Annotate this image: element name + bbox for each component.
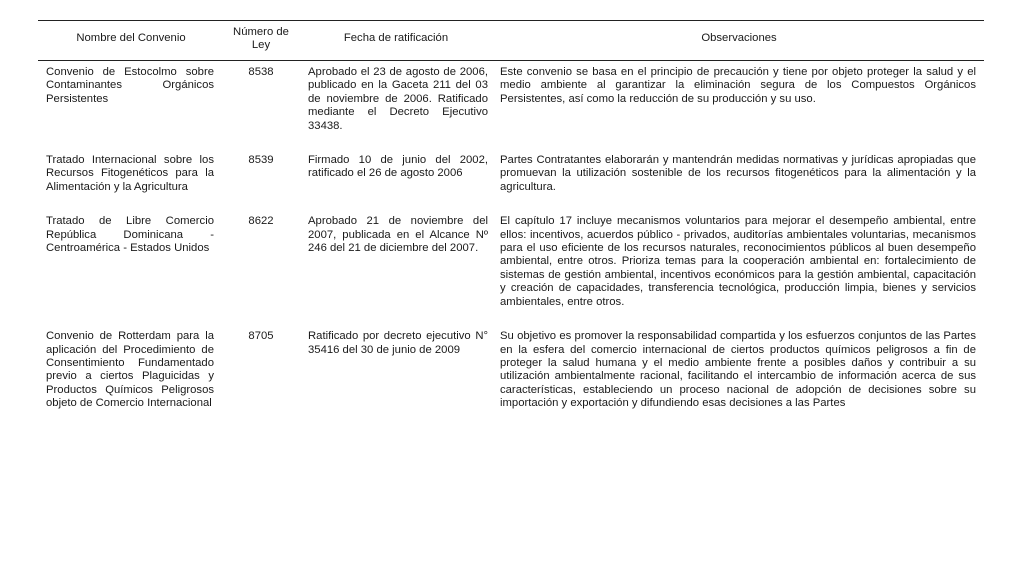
- cell-fecha: Aprobado el 23 de agosto de 2006, publicado en la Gaceta 211 del 03 de noviembre de 2006. Ratificado mediante el Decreto Ejecutivo 33438.: [308, 66, 488, 132]
- convenios-table: [38, 20, 984, 427]
- table-body: [38, 61, 984, 427]
- table-row: [38, 149, 984, 210]
- cell-fecha: Aprobado 21 de noviembre del 2007, publicada en el Alcance Nº 246 del 21 de diciembre del 2007.: [308, 215, 488, 255]
- table-row: [38, 325, 984, 426]
- cell-ley: 8622: [248, 215, 274, 228]
- header-row: [38, 21, 984, 61]
- table-header: [38, 21, 984, 61]
- cell-observaciones: El capítulo 17 incluye mecanismos voluntarios para mejorar el desempeño ambiental, entre ellos: incentivos, acuerdos público - privados, auditorías ambientales voluntarias, mecanismos para el uso eficiente de los recursos naturales, reconocimientos públicos al buen desempeño ambiental, entre otros. Prioriza temas para la cooperación ambiental en: fortalecimiento de sistemas de gestión ambiental, incentivos económicos para la gestión ambiental, capacitación y creación de capacidades, transferencia tecnológica, producción limpia, bienes y servicios ambientales, entre otros.: [500, 215, 976, 308]
- cell-nombre: Convenio de Estocolmo sobre Contaminantes Orgánicos Persistentes: [46, 66, 214, 105]
- cell-ley: 8538: [248, 66, 274, 78]
- cell-nombre: Tratado de Libre Comercio República Dominicana - Centroamérica - Estados Unidos: [46, 215, 214, 255]
- table-row: [38, 210, 984, 325]
- cell-observaciones: Su objetivo es promover la responsabilidad compartida y los esfuerzos conjuntos de las Partes en la esfera del comercio internacional de ciertos productos químicos peligrosos a fin de proteger la salud humana y el medio ambiente frente a posibles daños y contribuir a su utilización ambientalmente racional, facilitando el intercambio de información acerca de sus características, estableciendo un proceso nacional de adopción de decisiones sobre su importación y exportación y difundiendo esas decisiones a las Partes: [500, 330, 976, 410]
- header-nombre: Nombre del Convenio: [38, 21, 224, 61]
- cell-fecha: Ratificado por decreto ejecutivo N° 35416 del 30 de junio de 2009: [308, 330, 488, 356]
- header-observaciones: Observaciones: [494, 21, 984, 61]
- cell-ley: 8539: [248, 154, 274, 167]
- cell-nombre: Convenio de Rotterdam para la aplicación del Procedimiento de Consentimiento Fundamentado previo a ciertos Plaguicidas y Productos Químicos Peligrosos objeto de Comercio Internacional: [46, 330, 214, 410]
- cell-observaciones: Partes Contratantes elaborarán y mantendrán medidas normativas y jurídicas apropiadas que promuevan la utilización sostenible de los recursos fitogenéticos para la alimentación y la agricultura.: [500, 154, 976, 193]
- cell-observaciones: Este convenio se basa en el principio de precaución y tiene por objeto proteger la salud y el medio ambiente al garantizar la eliminación segura de los Compuestos Orgánicos Persistentes, así como la reducción de su producción y su uso.: [500, 66, 976, 105]
- table-row: [38, 61, 984, 150]
- cell-nombre: Tratado Internacional sobre los Recursos Fitogenéticos para la Alimentación y la Agricultura: [46, 154, 214, 193]
- cell-ley: 8705: [248, 330, 274, 343]
- header-numero-ley: Número de Ley: [224, 21, 298, 61]
- cell-fecha: Firmado 10 de junio del 2002, ratificado el 26 de agosto 2006: [308, 154, 488, 180]
- header-fecha: Fecha de ratificación: [298, 21, 494, 61]
